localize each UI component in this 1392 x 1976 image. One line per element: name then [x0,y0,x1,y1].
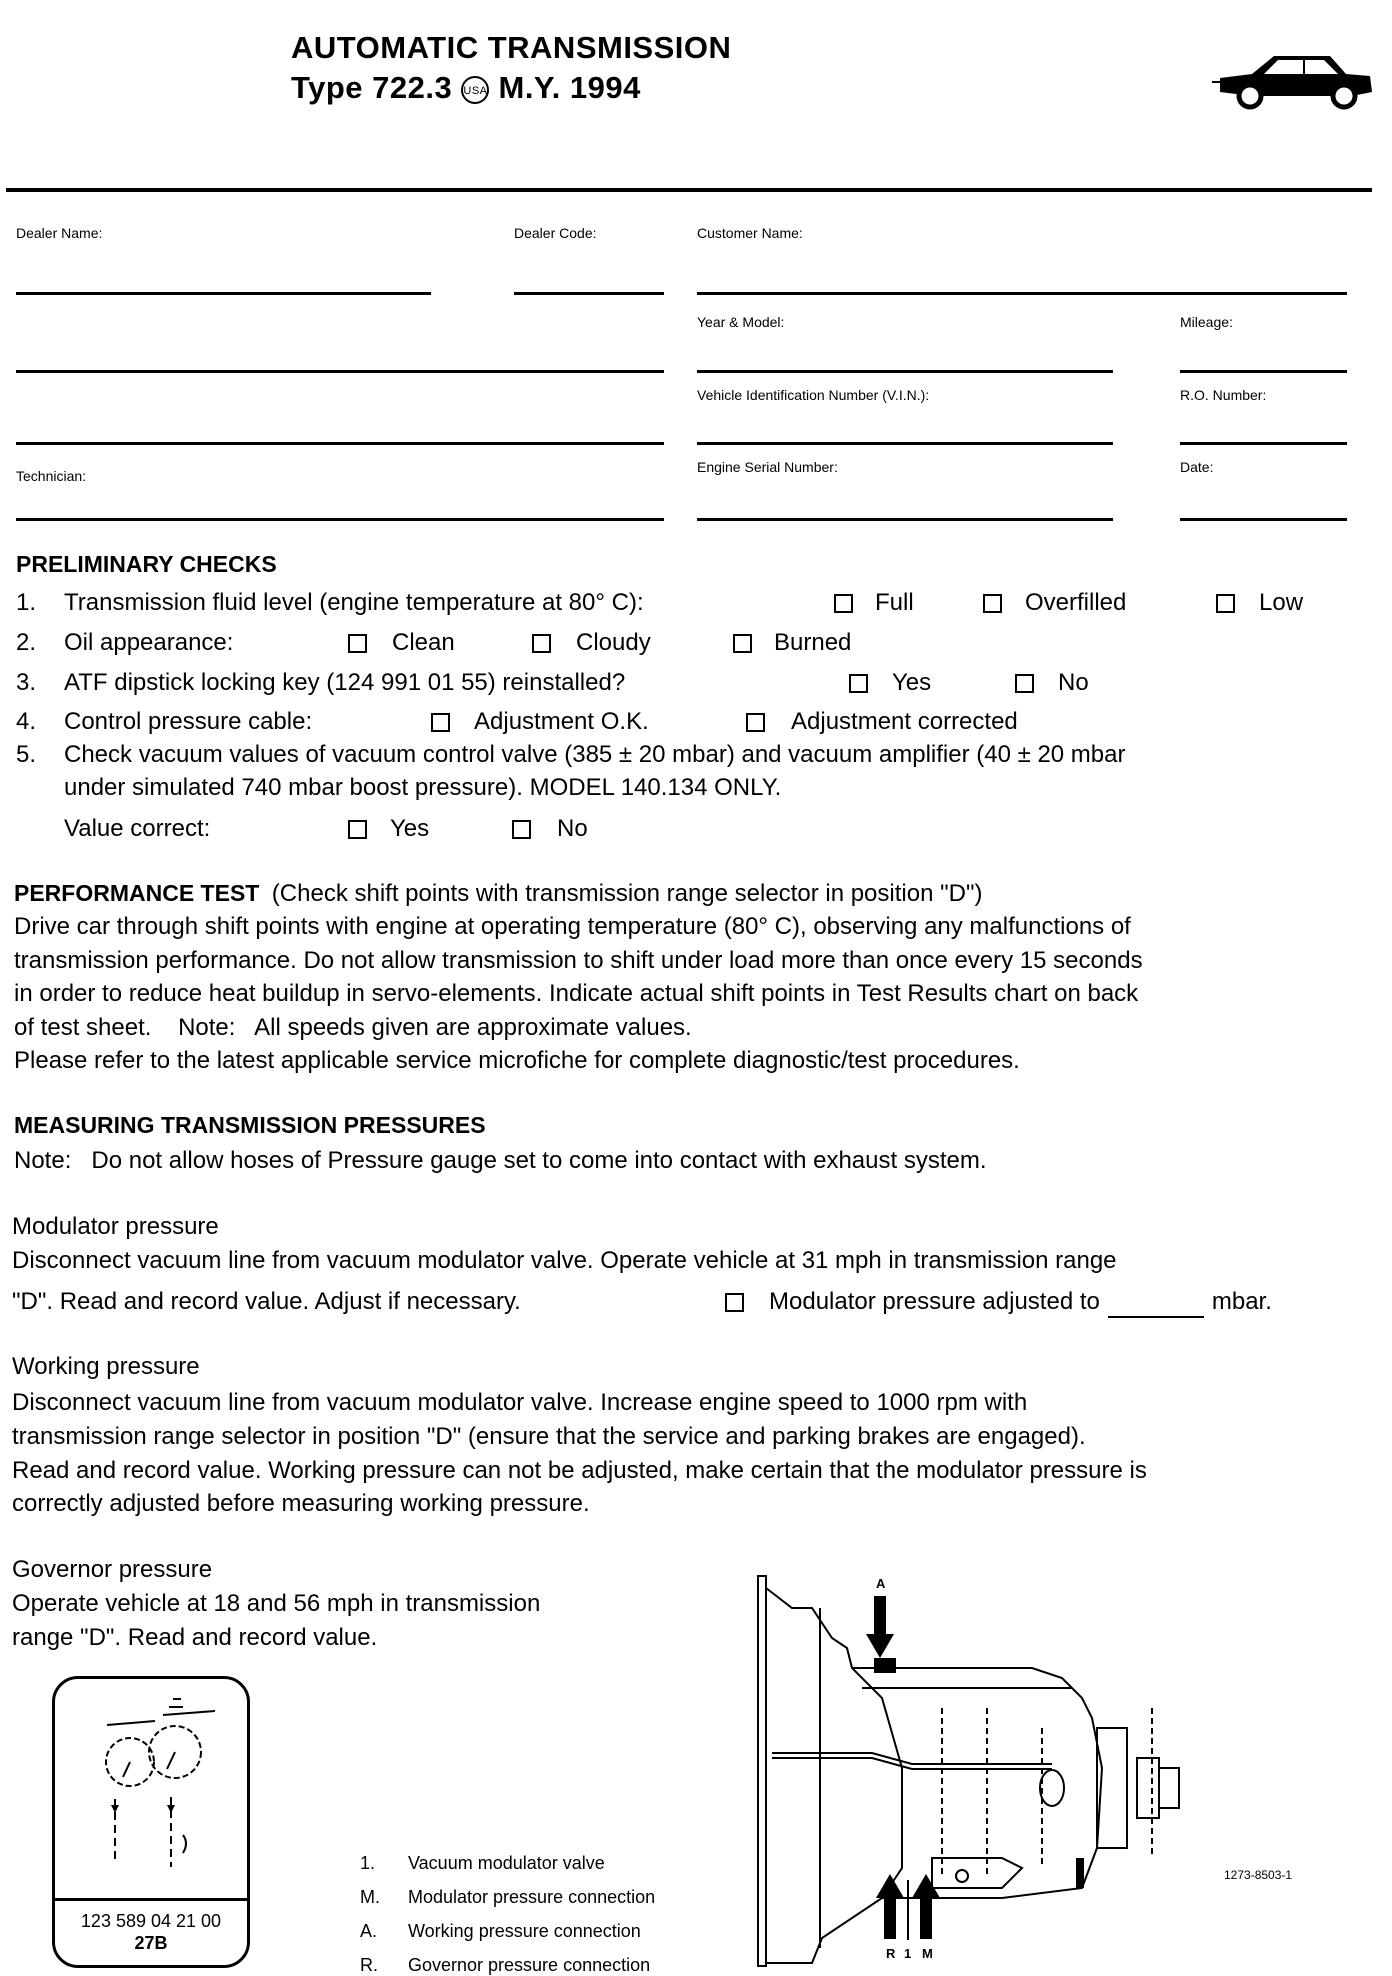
dealer-name-label: Dealer Name: [16,225,103,241]
control-pressure-text: Control pressure cable: [64,708,313,735]
date-field[interactable] [1180,518,1347,521]
modulator-line: "D". Read and record value. Adjust if necessary. [12,1288,521,1315]
working-line: Disconnect vacuum line from vacuum modulator valve. Increase engine speed to 1000 rpm with [12,1389,1028,1416]
vin-field[interactable] [697,442,1113,445]
technician-label: Technician: [16,468,87,484]
mileage-field[interactable] [1180,370,1347,373]
modulator-title: Modulator pressure [12,1213,219,1240]
vacuum-check-text: Check vacuum values of vacuum control valve (385 ± 20 mbar) and vacuum amplifier (40 ± 20 mbar [64,741,1126,768]
option-no: No [1058,669,1089,696]
modulator-value-field[interactable] [1108,1288,1204,1318]
option-yes: Yes [892,669,932,696]
measuring-heading: MEASURING TRANSMISSION PRESSURES [14,1112,486,1138]
modulator-line: Disconnect vacuum line from vacuum modulator valve. Operate vehicle at 31 mph in transmission range [12,1247,1117,1274]
option-cloudy: Cloudy [576,629,651,656]
transmission-drawing [752,1568,1322,1974]
checkbox-overfilled[interactable] [983,594,1002,613]
item-number: 5. [16,741,37,768]
working-line: transmission range selector in position "D" (ensure that the service and parking brakes are engaged). [12,1423,1086,1450]
legend-key: 1. [360,1853,376,1873]
measuring-note: Note: Do not allow hoses of Pressure gauge set to come into contact with exhaust system. [14,1147,987,1174]
checkbox-full[interactable] [834,594,853,613]
transmission-type: Type 722.3 [291,70,453,105]
car-icon [1212,52,1374,110]
blank-field-1[interactable] [16,370,664,373]
ro-number-field[interactable] [1180,442,1347,445]
vacuum-check-text-2: under simulated 740 mbar boost pressure). MODEL 140.134 ONLY. [64,774,782,801]
performance-heading-row [14,880,982,908]
performance-heading: PERFORMANCE TEST [14,880,260,906]
performance-line: Please refer to the latest applicable service microfiche for complete diagnostic/test procedures. [14,1047,1020,1074]
customer-name-label: Customer Name: [697,225,803,241]
performance-line: transmission performance. Do not allow transmission to shift under load more than once every 15 seconds [14,947,1143,974]
engine-serial-label: Engine Serial Number: [697,459,838,475]
arrow-a-icon [874,1596,886,1636]
performance-line: Drive car through shift points with engine at operating temperature (80° C), observing any malfunctions of [14,913,1131,940]
pressure-gauge-icon [65,1687,235,1887]
checkbox-cloudy[interactable] [532,634,551,653]
working-line: correctly adjusted before measuring working pressure. [12,1490,590,1517]
page-title: AUTOMATIC TRANSMISSION [291,30,732,65]
preliminary-heading: PRELIMINARY CHECKS [16,551,277,577]
model-year: M.Y. 1994 [498,70,641,105]
governor-line: Operate vehicle at 18 and 56 mph in transmission [12,1590,541,1617]
label-m: M [922,1946,933,1961]
transmission-diagram [752,1568,1322,1974]
dipstick-text: ATF dipstick locking key (124 991 01 55) reinstalled? [64,669,626,696]
fluid-level-text: Transmission fluid level (engine temperature at 80° C): [64,589,644,616]
option-adjustment-ok: Adjustment O.K. [474,708,649,735]
checkbox-value-yes[interactable] [348,820,367,839]
oil-appearance-text: Oil appearance: [64,629,234,656]
modulator-adjusted-label: Modulator pressure adjusted to [769,1288,1100,1315]
label-1: 1 [904,1946,912,1961]
mbar-unit: mbar. [1211,1288,1272,1315]
performance-heading-note: (Check shift points with transmission range selector in position "D") [271,880,983,907]
technician-field[interactable] [16,518,664,521]
working-line: Read and record value. Working pressure can not be adjusted, make certain that the modulator pressure is [12,1457,1147,1484]
performance-line: in order to reduce heat buildup in servo-elements. Indicate actual shift points in Test Results chart on back [14,980,1139,1007]
governor-title: Governor pressure [12,1556,213,1583]
year-model-label: Year & Model: [697,314,785,330]
arrow-r-icon [884,1895,896,1939]
option-full: Full [875,589,914,616]
tool-code: 27B [134,1933,168,1953]
option-low: Low [1259,589,1304,616]
arrow-m-icon [920,1895,932,1939]
dealer-name-field[interactable] [16,292,431,295]
checkbox-modulator-adjusted[interactable] [725,1293,744,1312]
checkbox-low[interactable] [1216,594,1235,613]
gauge-box-divider [55,1898,247,1901]
usa-badge: USA [461,76,489,104]
performance-line: of test sheet. Note: All speeds given are approximate values. [14,1014,692,1041]
checkbox-clean[interactable] [348,634,367,653]
working-title: Working pressure [12,1353,200,1380]
legend-key: A. [360,1921,378,1941]
legend-key: M. [360,1887,380,1907]
option-clean: Clean [392,629,455,656]
label-r: R [886,1946,896,1961]
option-yes: Yes [390,815,430,842]
item-number: 3. [16,669,37,696]
checkbox-dipstick-yes[interactable] [849,674,868,693]
checkbox-burned[interactable] [733,634,752,653]
option-overfilled: Overfilled [1025,589,1127,616]
item-number: 2. [16,629,37,656]
legend-text: Vacuum modulator valve [408,1853,605,1873]
option-adjustment-corrected: Adjustment corrected [791,708,1018,735]
engine-serial-field[interactable] [697,518,1113,521]
gauge-tool-box [52,1676,250,1968]
dealer-code-field[interactable] [514,292,664,295]
tool-part-number: 123 589 04 21 00 [80,1911,222,1931]
year-model-field[interactable] [697,370,1113,373]
customer-name-field[interactable] [697,292,1347,295]
checkbox-adjustment-ok[interactable] [431,713,450,732]
blank-field-2[interactable] [16,442,664,445]
vin-label: Vehicle Identification Number (V.I.N.): [697,387,930,403]
legend-text: Governor pressure connection [408,1955,651,1975]
option-no: No [557,815,588,842]
ro-number-label: R.O. Number: [1180,387,1267,403]
modulator-adjusted-row [769,1288,1272,1318]
date-label: Date: [1180,459,1214,475]
mileage-label: Mileage: [1180,314,1233,330]
dealer-code-label: Dealer Code: [514,225,597,241]
page-subtitle [291,70,641,106]
legend-text: Working pressure connection [408,1921,641,1941]
option-burned: Burned [774,629,852,656]
legend-key: R. [360,1955,378,1975]
checkbox-value-no[interactable] [512,820,531,839]
governor-line: range "D". Read and record value. [12,1624,378,1651]
value-correct-label: Value correct: [64,815,211,842]
label-a: A [876,1576,886,1591]
figure-id: 1273-8503-1 [1224,1868,1293,1882]
legend-text: Modulator pressure connection [408,1887,656,1907]
item-number: 1. [16,589,37,616]
header-divider [6,188,1372,192]
checkbox-adjustment-corrected[interactable] [746,713,765,732]
item-number: 4. [16,708,37,735]
checkbox-dipstick-no[interactable] [1015,674,1034,693]
